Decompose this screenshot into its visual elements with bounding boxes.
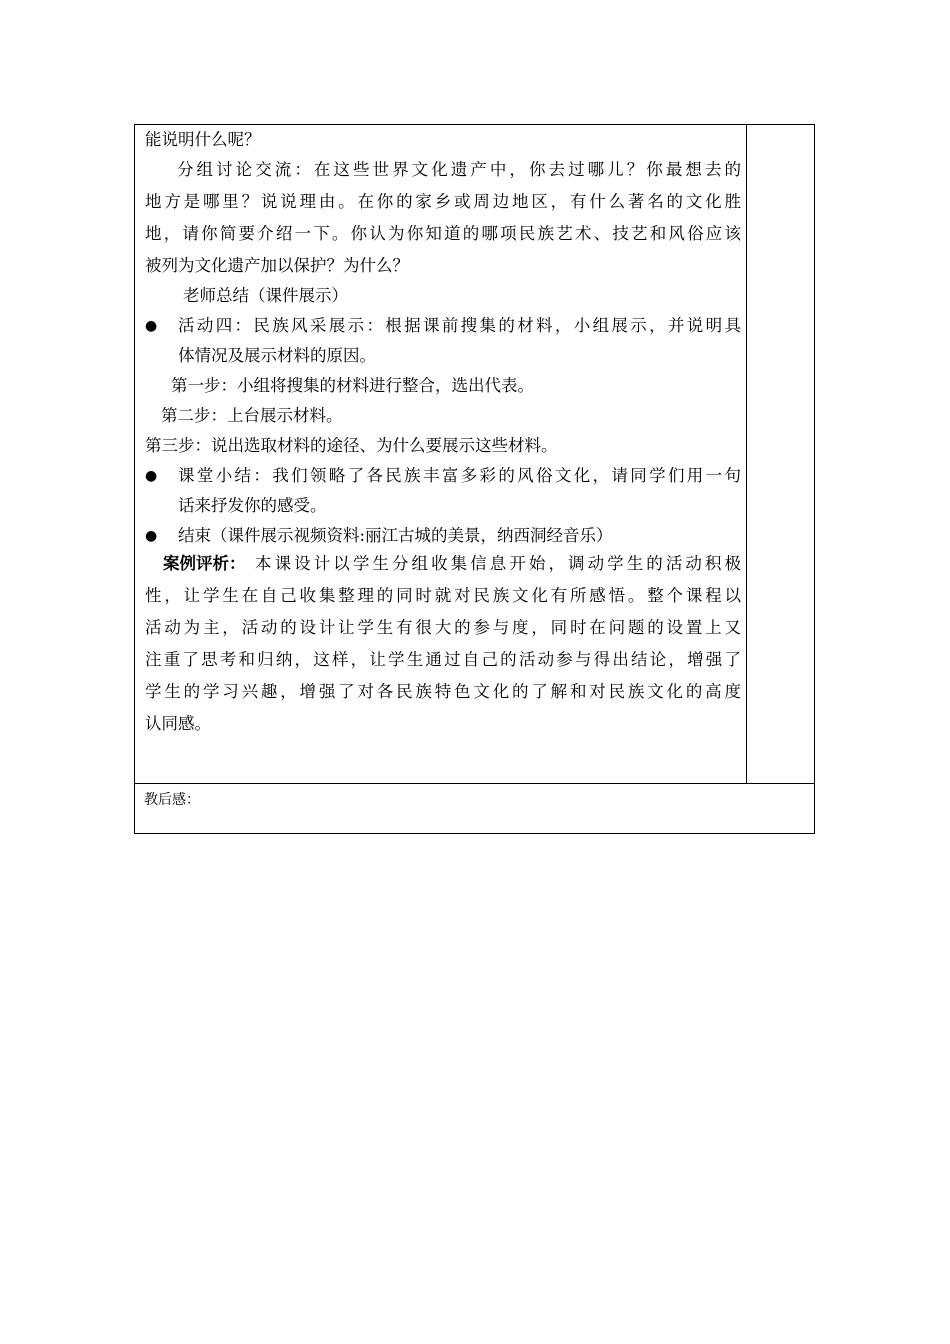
text-line: 注重了思考和归纳，这样，让学生通过自己的活动参与得出结论，增强了 (145, 650, 741, 669)
bullet-icon: ● (145, 318, 158, 334)
text-line: 本课设计以学生分组收集信息开始，调动学生的活动积极 (255, 554, 741, 573)
analysis-label: 案例评析： (163, 554, 246, 573)
reflection-label: 教后感： (144, 792, 200, 808)
text-line: 第一步：小组将搜集的材料进行整合，选出代表。 (171, 376, 534, 395)
text-line: 活动为主，活动的设计让学生有很大的参与度，同时在问题的设置上又 (145, 618, 741, 637)
text-line: 结束（课件展示视频资料:丽江古城的美景，纳西洞经音乐） (178, 526, 613, 545)
text-line: 认同感。 (145, 714, 211, 733)
text-line: 话来抒发你的感受。 (178, 496, 327, 515)
text-line: 被列为文化遗产加以保护？为什么？ (145, 256, 409, 275)
text-line: 老师总结（课件展示） (183, 286, 348, 305)
text-line: 课堂小结：我们领略了各民族丰富多彩的风俗文化，请同学们用一句 (178, 466, 741, 485)
text-line: 性，让学生在自己收集整理的同时就对民族文化有所感悟。整个课程以 (145, 586, 741, 605)
notes-cell (747, 125, 814, 784)
text-line: 第二步：上台展示材料。 (161, 406, 343, 425)
text-line: 地，请你简要介绍一下。你认为你知道的哪项民族艺术、技艺和风俗应该 (145, 224, 741, 243)
text-line: 地方是哪里？说说理由。在你的家乡或周边地区，有什么著名的文化胜 (145, 192, 741, 211)
text-line: 分组讨论交流：在这些世界文化遗产中，你去过哪儿？你最想去的 (177, 160, 741, 179)
reflection-cell (135, 784, 814, 833)
content-cell (135, 125, 747, 784)
lesson-table (134, 124, 815, 834)
text-line: 能说明什么呢？ (145, 130, 261, 149)
bullet-icon: ● (145, 528, 158, 544)
text-line: 活动四：民族风采展示：根据课前搜集的材料，小组展示，并说明具 (178, 316, 741, 335)
text-line: 学生的学习兴趣，增强了对各民族特色文化的了解和对民族文化的高度 (145, 682, 741, 701)
text-line: 体情况及展示材料的原因。 (178, 346, 376, 365)
bullet-icon: ● (145, 468, 158, 484)
text-line: 第三步：说出选取材料的途径、为什么要展示这些材料。 (145, 436, 558, 455)
